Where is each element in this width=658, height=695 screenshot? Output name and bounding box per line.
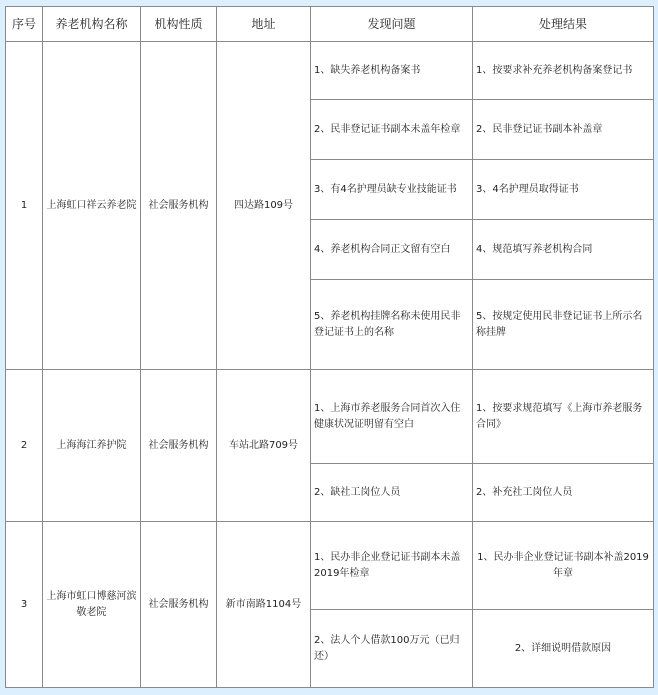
institution-address: 四达路109号 xyxy=(217,42,311,370)
issue-cell: 2、民非登记证书副本未盖年检章 xyxy=(311,100,473,160)
row-index: 1 xyxy=(6,42,43,370)
issue-cell: 1、上海市养老服务合同首次入住健康状况证明留有空白 xyxy=(311,370,473,464)
result-cell: 3、4名护理员取得证书 xyxy=(473,160,654,220)
result-cell: 1、按要求补充养老机构备案登记书 xyxy=(473,42,654,100)
inspection-table-sheet xyxy=(5,6,653,688)
header-index: 序号 xyxy=(6,7,43,42)
header-row xyxy=(6,7,654,42)
issue-cell: 2、法人个人借款100万元（已归还） xyxy=(311,610,473,688)
header-results: 处理结果 xyxy=(473,7,654,42)
issue-cell: 5、养老机构挂牌名称未使用民非登记证书上的名称 xyxy=(311,280,473,370)
header-issues: 发现问题 xyxy=(311,7,473,42)
issue-cell: 1、缺失养老机构备案书 xyxy=(311,42,473,100)
row-index: 3 xyxy=(6,522,43,688)
header-address: 地址 xyxy=(217,7,311,42)
result-cell: 1、民办非企业登记证书副本补盖2019年章 xyxy=(473,522,654,610)
result-cell: 1、按要求规范填写《上海市养老服务合同》 xyxy=(473,370,654,464)
institution-nature: 社会服务机构 xyxy=(141,42,217,370)
institution-address: 车站北路709号 xyxy=(217,370,311,522)
result-cell: 4、规范填写养老机构合同 xyxy=(473,220,654,280)
header-nature: 机构性质 xyxy=(141,7,217,42)
result-cell: 2、民非登记证书副本补盖章 xyxy=(473,100,654,160)
inspection-table xyxy=(5,6,654,688)
header-institution-name: 养老机构名称 xyxy=(43,7,141,42)
table-row xyxy=(6,522,654,610)
row-index: 2 xyxy=(6,370,43,522)
result-cell: 2、详细说明借款原因 xyxy=(473,610,654,688)
issue-cell: 1、民办非企业登记证书副本未盖2019年检章 xyxy=(311,522,473,610)
issue-cell: 2、缺社工岗位人员 xyxy=(311,464,473,522)
issue-cell: 3、有4名护理员缺专业技能证书 xyxy=(311,160,473,220)
institution-nature: 社会服务机构 xyxy=(141,522,217,688)
table-row xyxy=(6,42,654,100)
institution-nature: 社会服务机构 xyxy=(141,370,217,522)
institution-name: 上海海江养护院 xyxy=(43,370,141,522)
table-row xyxy=(6,370,654,464)
institution-name: 上海市虹口博慈河滨敬老院 xyxy=(43,522,141,688)
result-cell: 2、补充社工岗位人员 xyxy=(473,464,654,522)
institution-address: 新市南路1104号 xyxy=(217,522,311,688)
result-cell: 5、按规定使用民非登记证书上所示名称挂牌 xyxy=(473,280,654,370)
institution-name: 上海虹口祥云养老院 xyxy=(43,42,141,370)
issue-cell: 4、养老机构合同正文留有空白 xyxy=(311,220,473,280)
